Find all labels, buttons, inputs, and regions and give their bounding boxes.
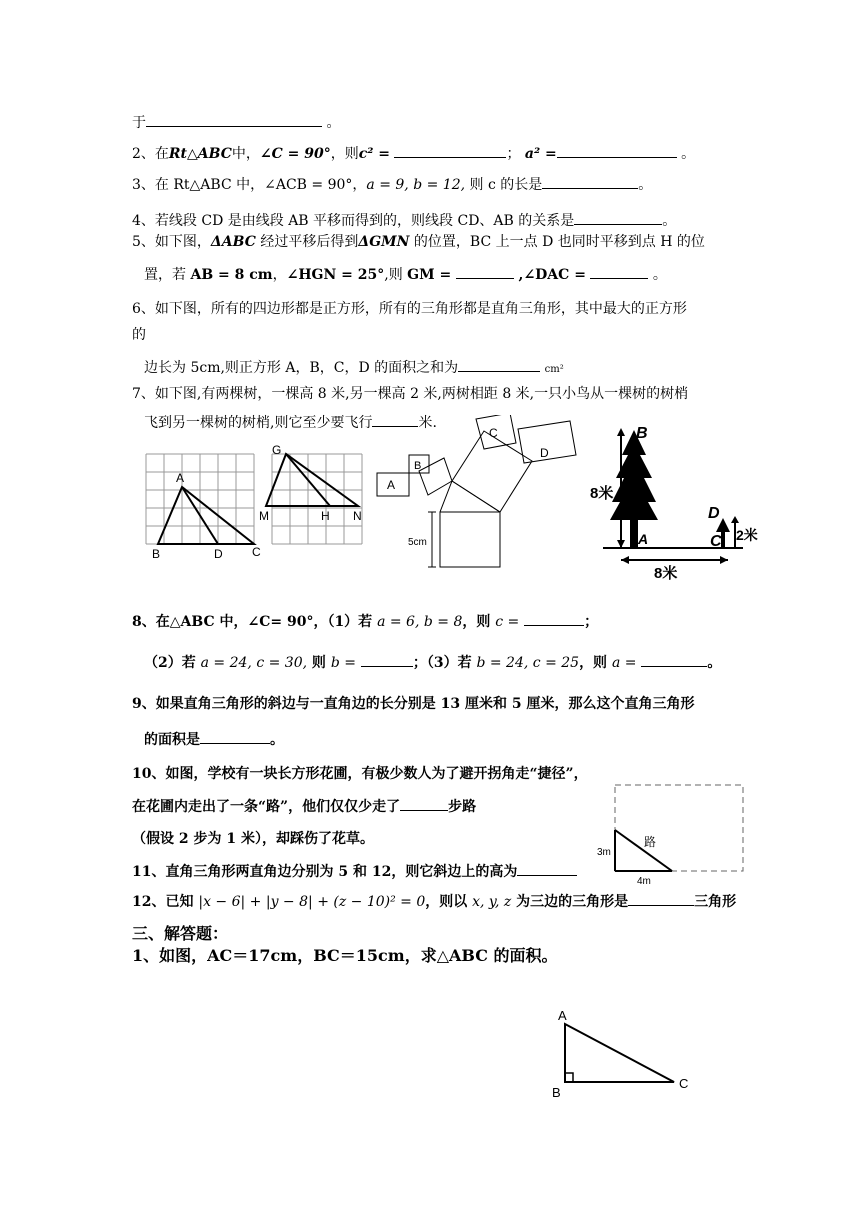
question-10-line3: （假设 2 步为 1 米），却踩伤了花草。 xyxy=(132,831,374,847)
triangle-abc xyxy=(158,487,254,544)
label-b: B xyxy=(152,547,161,561)
question-10-line2: 在花圃内走出了一条“路”，他们仅仅少走了 步路 xyxy=(132,796,476,817)
side-3m-label: 3m xyxy=(597,847,611,858)
answer-blank[interactable] xyxy=(557,143,677,158)
label-d: D xyxy=(214,547,223,561)
question-5-line1: 5、如下图，ΔABC 经过平移后得到ΔGMN 的位置，BC 上一点 D 也同时平移到点 H 的位 xyxy=(132,234,705,250)
problem-1: 1、如图，AC＝17cm，BC＝15cm，求△ABC 的面积。 xyxy=(132,946,558,965)
answer-blank[interactable] xyxy=(200,729,270,744)
answer-blank[interactable] xyxy=(456,264,514,279)
label-b: B xyxy=(636,425,648,442)
label-c: C xyxy=(679,1076,689,1091)
question-9-line1: 9、如果直角三角形的斜边与一直角边的长分别是 13 厘米和 5 厘米，那么这个直角三角形 xyxy=(132,696,695,712)
right-angle-mark xyxy=(565,1073,573,1082)
question-8-line1: 8、在△ABC 中，∠C= 90°，（1）若 a = 6, b = 8，则 c = ； xyxy=(132,611,598,632)
question-7-line1: 7、如下图,有两棵树，一棵高 8 米,另一棵高 2 米,两树相距 8 米,一只小鸟从一棵树的树梢 xyxy=(132,386,689,402)
question-6-line3: 边长为 5cm,则正方形 A，B，C，D 的面积之和为 cm² xyxy=(144,357,564,380)
road-label: 路 xyxy=(644,835,657,849)
short-tree-height: 2米 xyxy=(736,527,758,543)
label-h: H xyxy=(321,509,330,523)
dimension-label: 5cm xyxy=(408,537,427,548)
answer-blank[interactable] xyxy=(590,264,648,279)
q1-tail: 于 。 xyxy=(132,112,340,133)
triangle-abc-figure xyxy=(548,1006,698,1101)
answer-blank[interactable] xyxy=(641,652,707,667)
question-3: 3、在 Rt△ABC 中，∠ACB = 90°，a = 9, b = 12, 则 c 的长是 。 xyxy=(132,174,652,195)
question-6-line2: 的 xyxy=(132,327,146,343)
label-n: N xyxy=(353,509,362,523)
answer-blank[interactable] xyxy=(524,611,584,626)
label-b: B xyxy=(552,1085,561,1100)
label-a: A xyxy=(176,471,185,485)
tall-tree-height: 8米 xyxy=(590,485,614,502)
tall-tree xyxy=(610,430,658,548)
trees-figure xyxy=(588,420,768,585)
label-square-d: D xyxy=(540,446,549,460)
label-square-a: A xyxy=(387,478,396,492)
distance-label: 8米 xyxy=(654,565,678,582)
label-a: A xyxy=(558,1008,567,1023)
label-square-b: B xyxy=(414,460,422,472)
label-g: G xyxy=(272,443,282,457)
label-square-c: C xyxy=(489,426,498,440)
label-c: C xyxy=(710,533,722,550)
question-6-line1: 6、如下图，所有的四边形都是正方形，所有的三角形都是直角三角形，其中最大的正方形 xyxy=(132,301,687,317)
question-11: 11、直角三角形两直角边分别为 5 和 12，则它斜边上的高为 xyxy=(132,861,577,882)
section-title: 三、解答题： xyxy=(132,924,229,943)
garden-boundary xyxy=(615,785,743,871)
grid-triangles-figure xyxy=(140,440,370,565)
answer-blank[interactable] xyxy=(394,143,506,158)
question-10-line1: 10、如图，学校有一块长方形花圃，有极少数人为了避开拐角走“捷径”， xyxy=(132,766,588,782)
question-4: 4、若线段 CD 是由线段 AB 平移而得到的，则线段 CD、AB 的关系是 。 xyxy=(132,210,676,231)
question-9-line2: 的面积是 。 xyxy=(144,729,284,750)
square-ab-left xyxy=(419,458,452,495)
question-5-line2: 置，若 AB = 8 cm，∠HGN = 25°,则 GM = ,∠DAC = 。 xyxy=(144,264,667,285)
answer-blank[interactable] xyxy=(458,357,540,372)
garden-figure xyxy=(592,780,752,890)
answer-blank[interactable] xyxy=(628,891,694,906)
question-2: 2、在Rt△ABC中，∠C = 90°，则c² = ； a² = 。 xyxy=(132,143,695,164)
answer-blank[interactable] xyxy=(542,174,638,189)
answer-blank[interactable] xyxy=(517,861,577,876)
right-triangle xyxy=(565,1024,674,1082)
question-8-line2: （2）若 a = 24, c = 30, 则 b = ；（3）若 b = 24, c = 25，则 a = 。 xyxy=(144,652,721,673)
answer-blank[interactable] xyxy=(146,112,322,127)
label-m: M xyxy=(259,509,269,523)
question-7-line2: 飞到另一棵树的树梢,则它至少要飞行 米. xyxy=(144,412,437,433)
label-c: C xyxy=(252,545,261,559)
question-12: 12、已知 |x − 6| + |y − 8| + (z − 10)² = 0，则以 x, y, z 为三边的三角形是 三角形 xyxy=(132,891,736,912)
label-d: D xyxy=(708,505,720,522)
answer-blank[interactable] xyxy=(361,652,413,667)
side-4m-label: 4m xyxy=(637,876,651,887)
answer-blank[interactable] xyxy=(400,796,448,811)
answer-blank[interactable] xyxy=(574,210,662,225)
middle-triangle xyxy=(440,481,500,512)
largest-square xyxy=(440,512,500,567)
squares-figure xyxy=(372,415,587,575)
label-a: A xyxy=(638,531,649,547)
